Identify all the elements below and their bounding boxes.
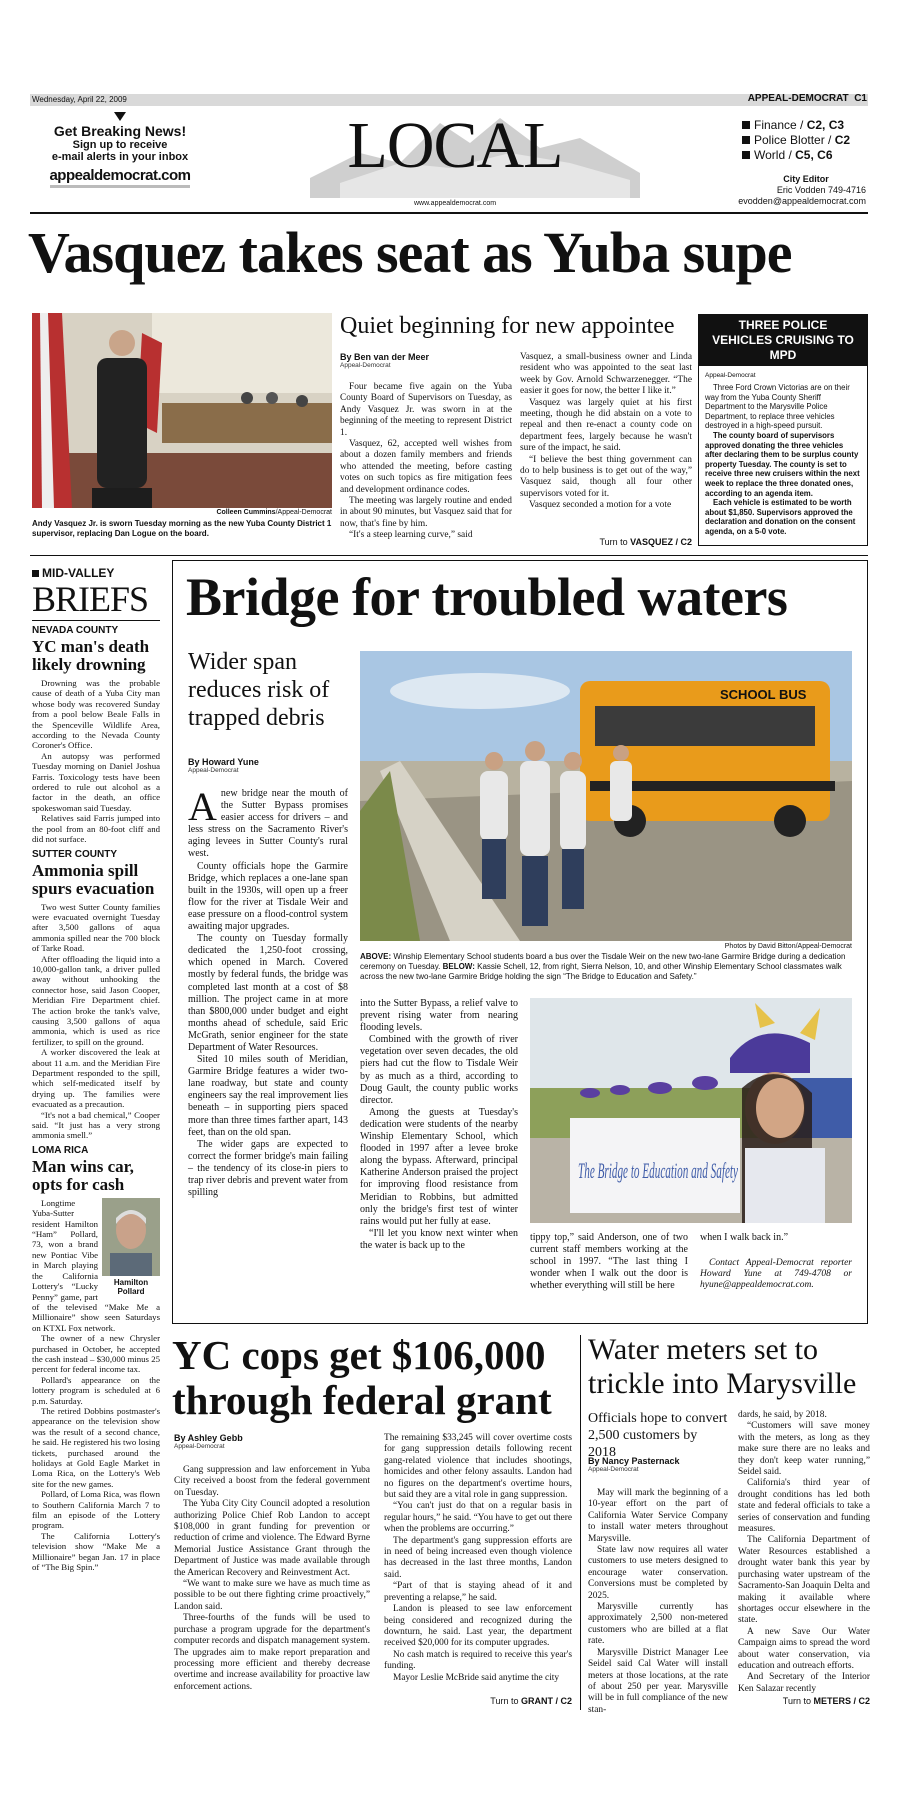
brief-category: NEVADA COUNTY bbox=[32, 625, 119, 636]
editor-name: Eric Vodden 749-4716 bbox=[776, 185, 866, 195]
index-item[interactable]: Police Blotter / C2 bbox=[742, 133, 850, 148]
header-rule bbox=[30, 212, 868, 214]
header-date: Wednesday, April 22, 2009 bbox=[32, 95, 127, 104]
header-paper-page bbox=[748, 93, 867, 104]
lead-headline: Vasquez takes seat as Yuba supe bbox=[28, 220, 792, 285]
promo-line1: Sign up to receive bbox=[72, 139, 168, 151]
briefs-title: BRIEFS bbox=[32, 579, 149, 619]
sidebar-source: Appeal-Democrat bbox=[705, 372, 756, 379]
logo: appealdemocrat.com bbox=[49, 167, 191, 184]
bridge-col2: into the Sutter Bypass, a relief valve to prevent rising water from nearing flooding levels. Combined with the growth of river vegetation over seven decades, the old piers had cut the flow to Tisdale Weir by as much as a third, according to Doug Gault, the county public works director. Among the guests at Tuesday's dedication were students of the nearby Winship Elementary School, which flooded in 1997 after a levee broke along the bypass. Afterward, principal Katherine Anderson praised the project for improving flood resistance from Meridian to Robbins, but admitted only the bridge's first test of winter rains would put her fully at ease. “I'll let you know next winter when the water is back up to the bbox=[360, 998, 518, 1251]
bridge-caption: ABOVE: Winship Elementary School students board a bus over the Tisdale Weir on the new two-lane Garmire Bridge during a dedication ceremony on Tuesday. BELOW: Kassie Schell, 12, from right, Sierra Nelson, 10, and other Winship Elementary School classmates walk across the new two-lane Garmire Bridge holding the sign “The Bridge to Education and Safety.” bbox=[360, 952, 846, 981]
briefs-title-rule bbox=[32, 620, 160, 621]
police-sidebar bbox=[698, 314, 868, 546]
bridge-subhead: Wider span reduces risk of trapped debris bbox=[188, 649, 330, 731]
brief-category: LOMA RICA bbox=[32, 1144, 89, 1156]
brief-headline: YC man's death likely drowning bbox=[32, 637, 150, 674]
meters-headline: Water meters set to trickle into Marysville bbox=[588, 1333, 857, 1400]
bridge-col4: when I walk back in.” Contact Appeal-Democrat reporter Howard Yune at 749-4708 or hyune@appealdemocrat.com. bbox=[700, 1232, 852, 1291]
header-bar bbox=[30, 94, 868, 106]
bridge-headline: Bridge for troubled waters bbox=[186, 567, 788, 627]
bus-sign: SCHOOL BUS bbox=[720, 687, 807, 702]
lead-photo-credit: Colleen Cummins/Appeal-Democrat bbox=[216, 509, 332, 516]
briefs-kicker: MID-VALLEY bbox=[32, 566, 160, 580]
site-url[interactable]: www.appealdemocrat.com bbox=[413, 200, 497, 207]
lead-col1: Four became five again on the Yuba County Board of Supervisors on Tuesday, as Andy Vasquez Jr. was sworn in at the beginning of the meeting to represent District 1. Vasquez, 62, accepted well wishes from about a dozen family members and friends who attended the meeting, before casting votes on such topics as fire mitigation fees and development ordinance codes. The meeting was largely routine and ended in about 90 minutes, but Vasquez said that for now, that's fine by him. “It's a steep learning curve,” said bbox=[340, 382, 512, 541]
breaking-news-promo[interactable] bbox=[30, 112, 210, 188]
meters-byline: By Nancy Pasternack Appeal-Democrat bbox=[588, 1456, 680, 1473]
promo-line2: e-mail alerts in your inbox bbox=[51, 151, 189, 163]
students-photo bbox=[530, 998, 852, 1223]
meters-col1: May will mark the beginning of a 10-year effort on the part of California Water Service Company to install water meters throughout Marysville. State law now requires all water customers to use meters designed to encourage water conservation. Conversions must be completed by 2025. Marysville currently has approximately 2,500 non-metered customers who are billed at a flat rate. Marysville District Manager Lee Seidel said Cal Water will install meters at those locations, at the rate of about 250 per year. Marysville will be in full compliance of the new stan- bbox=[588, 1488, 728, 1715]
editor-email[interactable]: evodden@appealdemocrat.com bbox=[738, 196, 866, 206]
promo-title: Get Breaking News! bbox=[53, 123, 187, 139]
grant-jump[interactable]: Turn to GRANT / C2 bbox=[490, 1696, 572, 1706]
lead-col2: Vasquez, a small-business owner and Linda resident who was appointed to the seat last week by Gov. Arnold Schwarzenegger. “The easier it goes for now, the better I like it.” Vasquez was largely quiet at his first meeting, though he did abstain on a vote to repeal and then re-enact a county code on department fees, largely because he wasn't sure of the impact, he said. “I believe the best thing government can do to help business is to get out of the way,” Vasquez said, though all four other supervisors voted for it. Vasquez seconded a motion for a vote bbox=[520, 352, 692, 511]
lead-jump[interactable]: Turn to VASQUEZ / C2 bbox=[599, 537, 692, 547]
mugshot bbox=[102, 1198, 160, 1296]
mug-label: Hamilton Pollard bbox=[113, 1278, 149, 1297]
meters-jump[interactable]: Turn to METERS / C2 bbox=[782, 1696, 870, 1706]
meters-col2: dards, he said, by 2018. “Customers will save money with the meters, as long as they make sure there are no leaks and they don't keep water running,” Seidel said. California's third year of drought conditions has led both state and federal officials to take a series of conservation and funding measures. The California Department of Water Resources established a drought water bank this year by purchasing water upstream of the Sacramento-San Joaquin Delta and making it available where shortages occur elsewhere in the state. A new Save Our Water Campaign aims to spread the word about water conservation, via education and outreach efforts. And Secretary of the Interior Ken Salazar recently bbox=[738, 1410, 870, 1694]
lead-bottom-rule bbox=[30, 555, 868, 556]
grant-col2: The remaining $33,245 will cover overtime costs for gang suppression details following recent gang-related violence that includes shootings, homicides and other felony assaults. Landon had no figures on the department's overtime hours, but said they are a vital role in gang suppression. “You can't just do that on a regular basis in regular hours,” he said. “You have to get out there when the problems are occurring.” The department's gang suppression efforts are in need of being increased even though violence has decreased in the last three months, Landon said. “Part of that is staying ahead of it and preventing a relapse,” he said. Landon is pleased to see law enforcement being considered and recognized during the downturn, he said. Last year, the department received $20,000 for its computer upgrades. No cash match is required to receive this year's funding. Mayor Leslie McBride said anytime the city bbox=[384, 1433, 572, 1683]
bridge-contact: Contact Appeal-Democrat reporter Howard Yune at 749-4708 or hyune@appealdemocrat.com. bbox=[700, 1258, 852, 1291]
brief-headline: Man wins car, opts for cash bbox=[32, 1156, 134, 1194]
section-title: LOCAL bbox=[347, 109, 563, 182]
lead-subhead: Quiet beginning for new appointee bbox=[340, 313, 675, 339]
meters-subhead: Officials hope to convert 2,500 customers by 2018 bbox=[588, 1411, 728, 1460]
brief-category: SUTTER COUNTY bbox=[32, 848, 117, 860]
sign-text: The Bridge to Education and Safety bbox=[578, 1158, 739, 1183]
editor-title: City Editor bbox=[783, 174, 829, 184]
briefs-column bbox=[32, 566, 160, 1572]
index-item[interactable]: Finance / C2, C3 bbox=[742, 118, 850, 133]
arrow-down-icon bbox=[114, 112, 126, 121]
brief-body: Two west Sutter County families were evacuated overnight Tuesday after 3,500 gallons of aqua ammonia spilled near the 700 block of Tarke Road. After offloading the liquid into a 10,000-gallon tank, a driver pulled away without unhooking the connector hose, said Jason Cooper, Meridian Fire Department chief. The action broke the tank's valve, causing 3,500 gallons of aqua ammonia, which is used as rice fertilizer, to spill on the ground. A worker discovered the leak at about 11 a.m. and the Meridian Fire Department responded to the spill, which self-medicated itself by drying up. The families were evacuated as a precaution. “It's not a bad chemical,” Cooper said. “It just has a very strong ammonia smell.” bbox=[32, 901, 160, 1141]
sidebar-headline: THREE POLICE VEHICLES CRUISING TO MPD bbox=[699, 315, 867, 366]
bridge-byline: By Howard Yune Appeal-Democrat bbox=[188, 757, 259, 774]
index-item[interactable]: World / C5, C6 bbox=[742, 148, 850, 163]
grant-byline: By Ashley Gebb Appeal-Democrat bbox=[174, 1433, 243, 1450]
brief-body: Hamilton Pollard Longtime Yuba-Sutter resident Hamilton “Ham” Pollard, 73, won a brand new Pontiac Vibe in March playing the California Lottery's “Lucky Penny” game, part of the televised “Make Me a Millionaire” show seen Saturdays on KTXL Fox network. The owner of a new Chrysler purchased in October, he accepted the cash instead – $30,000 minus 25 percent for federal income tax. Pollard's appearance on the lottery program is scheduled at 6 p.m. Saturday. The retired Dobbins postmaster's appearance on the television show was the result of a second chance, he said. He registered his two losing tickets, purchased around the holidays at Gold Eagle Market in Loma Rica, on the Lottery's Web site for the new games. Pollard, of Loma Rica, was flown to Southern California March 7 to film an episode of the Lottery program. The California Lottery's television show “Make Me a Millionaire” began Jan. 17 in place of “The Big Spin.” bbox=[32, 1197, 160, 1573]
bus-photo bbox=[360, 651, 852, 941]
lead-caption: Andy Vasquez Jr. is sworn Tuesday morning as the new Yuba County District 1 supervisor, replacing Dan Logue on the board. bbox=[32, 519, 332, 538]
avatar bbox=[102, 1198, 160, 1276]
column-divider bbox=[580, 1335, 581, 1710]
brief-headline: Ammonia spill spurs evacuation bbox=[32, 860, 155, 898]
brief-body: Drowning was the probable cause of death of a Yuba City man whose body was recovered Sunday from a pool below Beale Falls in the Spenceville Wildlife Area, according to the Nevada County Coroner's Office. An autopsy was performed Tuesday morning on Daniel Joshua Farris. Toxicology tests have been ordered to rule out alcohol as a factor in the death, an office spokeswoman said Tuesday. Relatives said Farris jumped into the pool from an 80-foot cliff and did not surface. bbox=[32, 678, 160, 845]
sidebar-body: Three Ford Crown Victorias are on their way from the Yuba County Sheriff Department to the Marysville Police Department, to replace three vehicles destroyed in a high-speed pursuit. The county board of supervisors approved donating the three vehicles after declaring them to be surplus county property Tuesday. The county is set to receive three new cruisers within the next week to replace the three donated ones, according to an agenda item. Each vehicle is estimated to be worth about $1,850. Supervisors approved the declaration and donation on the consent agenda, on a 5-0 vote. bbox=[705, 383, 860, 536]
drop-cap: A bbox=[188, 784, 217, 829]
bridge-col3: tippy top,” said Anderson, one of two current staff members working at the school in 1997. “The last thing I wonder when I walk out the door is whether everything will still be here bbox=[530, 1232, 688, 1292]
logo-underline bbox=[50, 185, 190, 188]
grant-col1: Gang suppression and law enforcement in Yuba City received a boost from the federal government on Tuesday. The Yuba City City Council adopted a resolution authorizing Police Chief Rob Landon to accept $108,000 in grant funding for prevention or reduction of crime and violence. The Edward Byrne Memorial Justice Assistance Grant through the Department of Justice was made available through the American Recovery and Reinvestment Act. “We want to make sure we have as much time as possible to be out there fighting crime proactively,” Landon said. Three-fourths of the funds will be used to purchase a program upgrade for the department's computer records and dispatch management system. The upgrades aim to make report preparation and processing more efficient and thereby decrease overtime and increase availability for proactive law enforcement actions. bbox=[174, 1465, 370, 1692]
lead-photo bbox=[32, 313, 332, 508]
bridge-photo-credit: Photos by David Bitton/Appeal-Democrat bbox=[724, 943, 852, 950]
city-editor bbox=[716, 174, 866, 207]
grant-headline: YC cops get $106,000 through federal grant bbox=[172, 1332, 552, 1423]
lead-byline: By Ben van der Meer Appeal-Democrat bbox=[340, 352, 430, 369]
page-number: C1 bbox=[854, 93, 867, 104]
bridge-col1: A new bridge near the mouth of the Sutter Bypass promises easier access for drivers – and less stress on the Sacramento River's aging levees in Sutter County's rural west. County officials hope the Garmire Bridge, which replaces a one-lane span built in the 1930s, will open up a freer flow for the river at Tisdale Weir and ease pressure on a flood-control system awaiting major upgrades. The county on Tuesday formally dedicated the 1,250-foot crossing, which opened in March. Covered mostly by federal funds, the bridge was completed last month at a cost of $8 million. The project came in at more than $800,000 under budget and eight months ahead of schedule, said Eric McGrath, senior engineer for the state Department of Water Resources. Sited 10 miles south of Meridian, Garmire Bridge features a wider two-lane roadway, but state and county engineers say the real improvement lies beneath – in supporting piers spaced more than three times farther apart, 143 feet, than on the old span. The wider gaps are expected to correct the former bridge's main failing – the tendency of its close-in piers to trap river debris and prevent water from spilling bbox=[188, 784, 348, 1199]
section-index bbox=[742, 118, 850, 163]
paper-name: APPEAL-DEMOCRAT bbox=[747, 93, 849, 104]
